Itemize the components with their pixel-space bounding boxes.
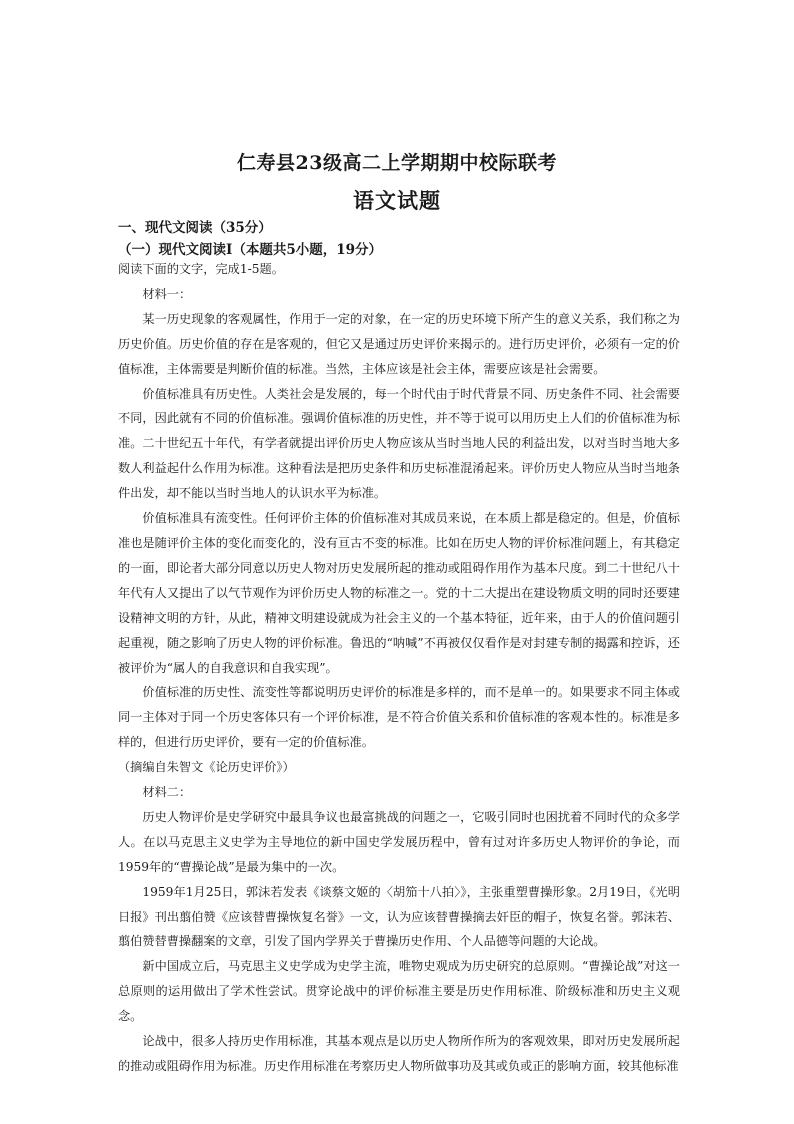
reading-body (118, 257, 680, 1079)
subject-title: 语文试题 (353, 188, 441, 213)
section-heading: 一、现代文阅读（35分） (118, 220, 272, 236)
material-label: 材料一： (142, 286, 192, 301)
paragraph: 新中国成立后，马克思主义史学成为史学主流，唯物史观成为历史研究的总原则。“曹操论战”对这一总原则的运用做出了学术性尝试。贯穿论战中的评价标准主要是历史作用标准、阶级标准和历史主义观念。 (118, 959, 680, 1024)
paragraph: 价值标准具有流变性。任何评价主体的价值标准对其成员来说，在本质上都是稳定的。但是，价值标准也是随评价主体的变化而变化的，没有亘古不变的标准。比如在历史人物的评价标准问题上，有其稳定的一面，即论者大部分同意以历史人物对历史发展所起的推动或阻碍作用作为基本尺度。到二十世纪八十年代有人又提出了以气节观作为评价历史人物的标准之一。党的十二大提出在建设物质文明的同时还要建设精神文明的方针，从此，精神文明建设就成为社会主义的一个基本特征，近年来，由于人的价值问题引起重视，随之影响了历史人物的评价标准。鲁迅的“呐喊”不再被仅仅看作是对封建专制的揭露和控诉，还被评价为“属人的自我意识和自我实现”。 (118, 511, 680, 675)
paragraph: 论战中，很多人持历史作用标准，其基本观点是以历史人物所作所为的客观效果，即对历史发展所起的推动或阻碍作用为标准。历史作用标准在考察历史人物所做事功及其或负或正的影响方面，较其他标准 (118, 1034, 680, 1073)
instruction: 阅读下面的文字，完成1-5题。 (118, 262, 284, 276)
exam-title: 仁寿县23级高二上学期期中校际联考 (237, 152, 557, 174)
paragraph: 历史人物评价是史学研究中最具争议也最富挑战的问题之一，它吸引同时也困扰着不同时代的众多学人。在以马克思主义史学为主导地位的新中国史学发展历程中，曾有过对许多历史人物评价的争论，而1959年的“曹操论战”是最为集中的一次。 (118, 809, 680, 874)
sub-section-heading: （一）现代文阅读Ⅰ（本题共5小题，19分） (118, 242, 382, 258)
paragraph: 1959年1月25日，郭沫若发表《谈蔡文姬的〈胡笳十八拍〉》，主张重塑曹操形象。2月19日，《光明日报》刊出翦伯赞《应该替曹操恢复名誉》一文，认为应该替曹操摘去奸臣的帽子，恢复名誉。郭沫若、翦伯赞替曹操翻案的文章，引发了国内学界关于曹操历史作用、个人品德等问题的大论战。 (118, 884, 680, 949)
paragraph: 价值标准具有历史性。人类社会是发展的，每一个时代由于时代背景不同、历史条件不同、社会需要不同，因此就有不同的价值标准。强调价值标准的历史性，并不等于说可以用历史上人们的价值标准为标准。二十世纪五十年代，有学者就提出评价历史人物应该从当时当地人民的利益出发，以对当时当地大多数人利益起什么作用为标准。这种看法是把历史条件和历史标准混淆起来。评价历史人物应从当时当地条件出发，却不能以当时当地人的认识水平为标准。 (118, 386, 680, 501)
paragraph: 某一历史现象的客观属性，作用于一定的对象，在一定的历史环境下所产生的意义关系，我们称之为历史价值。历史价值的存在是客观的，但它又是通过历史评价来揭示的。进行历史评价，必须有一定的价值标准，主体需要是判断价值的标准。当然，主体应该是社会主体，需要应该是社会需要。 (118, 311, 680, 376)
paragraph: 价值标准的历史性、流变性等都说明历史评价的标准是多样的，而不是单一的。如果要求不同主体或同一主体对于同一个历史客体只有一个评价标准，是不符合价值关系和价值标准的客观本性的。标准是多样的，但进行历史评价，要有一定的价值标准。 (118, 685, 680, 750)
material-label: 材料二： (142, 785, 192, 800)
source-citation: （摘编自朱智文《论历史评价》） (118, 760, 295, 775)
